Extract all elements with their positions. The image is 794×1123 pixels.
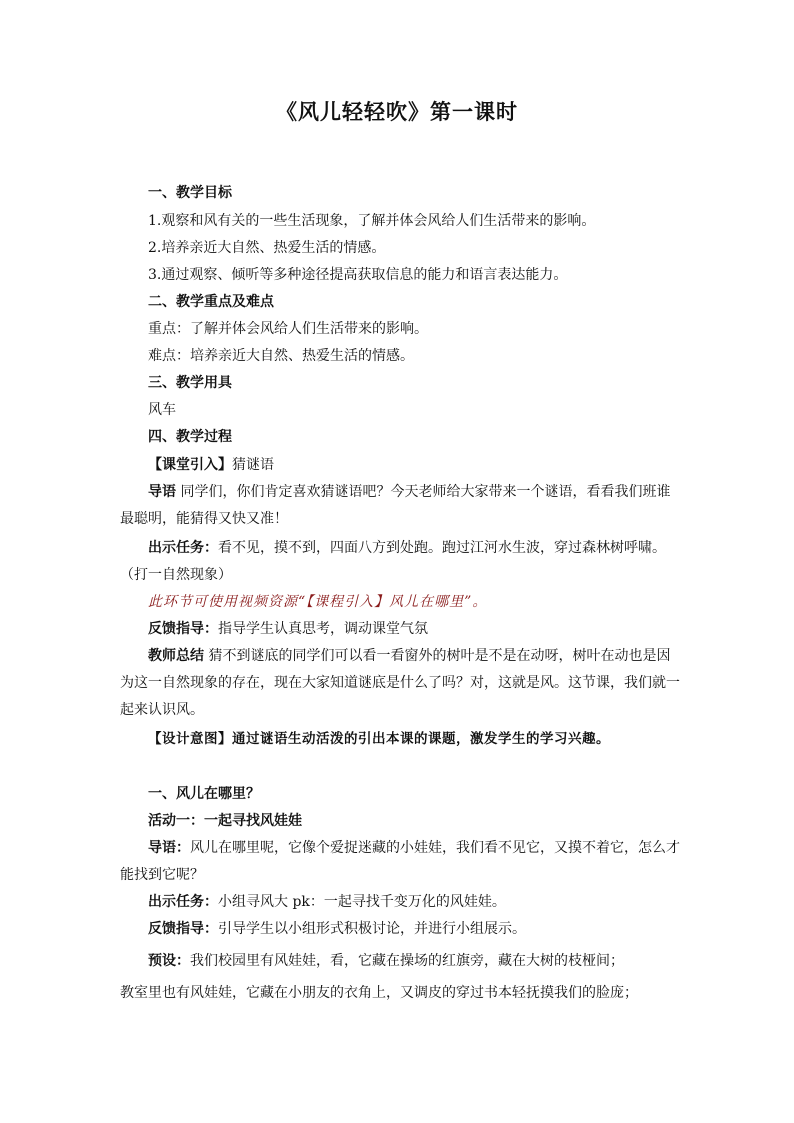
intro-summary-line2: 为这一自然现象的存在，现在大家知道谜底是什么了吗？对，这就是风。这节课，我们就一 bbox=[120, 675, 680, 691]
heading-teaching-tools: 三、教学用具 bbox=[148, 375, 232, 391]
summary-text: 猜不到谜底的同学们可以看一看窗外的树叶是不是在动呀，树叶在动也是因 bbox=[204, 648, 671, 664]
part1-guide-line2: 能找到它呢？ bbox=[120, 867, 204, 883]
document-title: 《风儿轻轻吹》第一课时 bbox=[276, 99, 518, 124]
guide-label: 导语 bbox=[148, 484, 176, 500]
activity-one: 活动一：一起寻找风娃娃 bbox=[148, 813, 302, 829]
feedback-text: 指导学生认真思考，调动课堂气氛 bbox=[218, 621, 428, 637]
heading-teaching-process: 四、教学过程 bbox=[148, 429, 232, 445]
intro-summary-line3: 起来认识风。 bbox=[120, 702, 204, 718]
intro-summary-line1 bbox=[148, 646, 678, 666]
intro-label: 【课堂引入】 bbox=[148, 457, 232, 473]
part1-preset-line bbox=[148, 951, 678, 971]
part1-guide-label: 导语： bbox=[148, 840, 190, 856]
feedback-label: 反馈指导： bbox=[148, 621, 218, 637]
part1-task-line bbox=[148, 892, 678, 912]
goal-3: 3.通过观察、倾听等多种途径提高获取信息的能力和语言表达能力。 bbox=[148, 267, 568, 283]
heading-key-points: 二、教学重点及难点 bbox=[148, 294, 274, 310]
task-text: 看不见，摸不到，四面八方到处跑。跑过江河水生波，穿过森林树呼啸。 bbox=[218, 540, 666, 556]
heading-where-is-wind: 一、风儿在哪里？ bbox=[148, 786, 260, 802]
key-point: 重点：了解并体会风给人们生活带来的影响。 bbox=[148, 321, 428, 337]
summary-label: 教师总结 bbox=[148, 648, 204, 664]
design-intent: 【设计意图】通过谜语生动活泼的引出本课的课题，激发学生的学习兴趣。 bbox=[148, 731, 610, 747]
intro-line bbox=[148, 455, 678, 475]
difficulty: 难点：培养亲近大自然、热爱生活的情感。 bbox=[148, 348, 414, 364]
intro-guide-line1 bbox=[148, 482, 678, 502]
intro-text: 猜谜语 bbox=[232, 457, 274, 473]
part1-feedback-text: 引导学生以小组形式积极讨论，并进行小组展示。 bbox=[218, 921, 526, 937]
part1-task-label: 出示任务： bbox=[148, 894, 218, 910]
intro-task-note: （打一自然现象） bbox=[120, 567, 232, 583]
intro-guide-line2: 最聪明，能猜得又快又准！ bbox=[120, 511, 288, 527]
guide-text: 同学们，你们肯定喜欢猜谜语吧？今天老师给大家带来一个谜语，看看我们班谁 bbox=[176, 484, 671, 500]
resource-note: 此环节可使用视频资源“【课程引入】风儿在哪里”。 bbox=[148, 594, 488, 610]
part1-guide-text: 风儿在哪里呢，它像个爱捉迷藏的小娃娃，我们看不见它，又摸不着它，怎么才 bbox=[190, 840, 680, 856]
goal-2: 2.培养亲近大自然、热爱生活的情感。 bbox=[148, 240, 386, 256]
heading-teaching-goals: 一、教学目标 bbox=[148, 185, 232, 201]
part1-feedback-line bbox=[148, 919, 678, 939]
task-label: 出示任务： bbox=[148, 540, 218, 556]
tools-text: 风车 bbox=[148, 402, 176, 418]
goal-1: 1.观察和风有关的一些生活现象，了解并体会风给人们生活带来的影响。 bbox=[148, 213, 596, 229]
part1-preset-line2: 教室里也有风娃娃，它藏在小朋友的衣角上，又调皮的穿过书本轻抚摸我们的脸庞； bbox=[120, 985, 638, 1001]
part1-feedback-label: 反馈指导： bbox=[148, 921, 218, 937]
preset-text: 我们校园里有风娃娃，看，它藏在操场的红旗旁，藏在大树的枝桠间； bbox=[190, 953, 624, 969]
part1-task-text: 小组寻风大 pk：一起寻找千变万化的风娃娃。 bbox=[218, 894, 506, 910]
part1-guide-line1 bbox=[148, 838, 678, 858]
intro-feedback-line bbox=[148, 619, 678, 639]
intro-task-line bbox=[148, 538, 678, 558]
preset-label: 预设： bbox=[148, 953, 190, 969]
